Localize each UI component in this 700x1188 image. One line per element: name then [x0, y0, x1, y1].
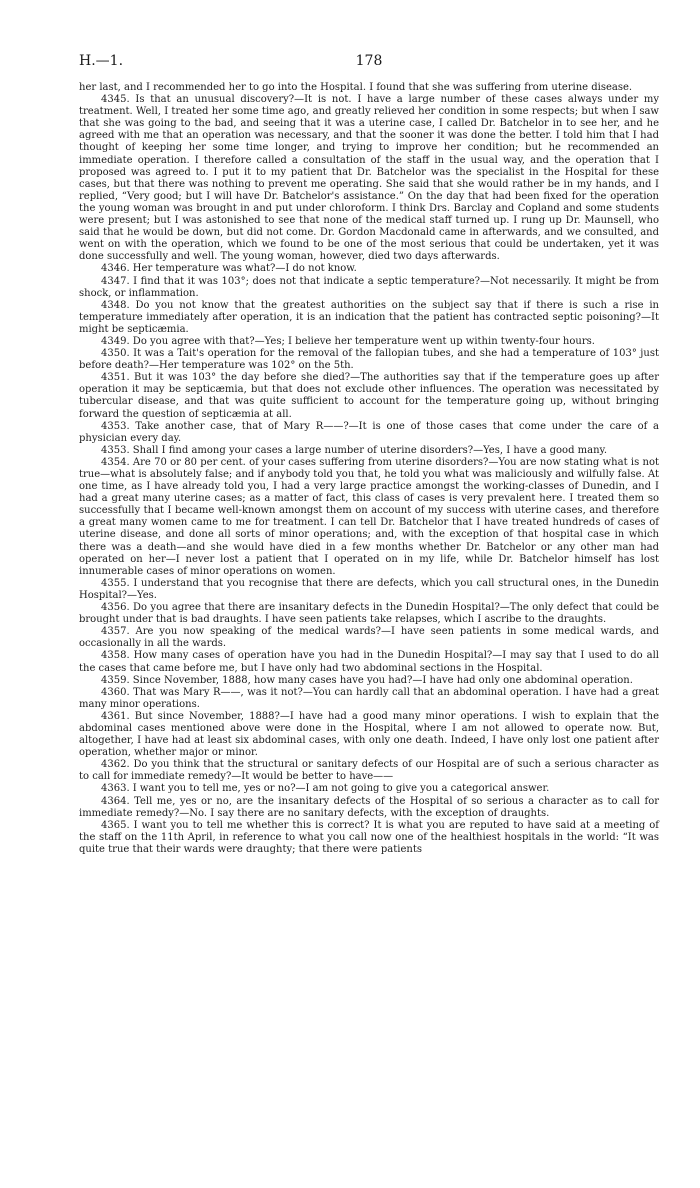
paragraph: 4358. How many cases of operation have you had in the Dunedin Hospital?—I may say that I used to do all the cases that came before me, but I have only had two abdominal sections in the Hospital. — [79, 650, 659, 674]
paragraph: 4345. Is that an unusual discovery?—It is not. I have a large number of these cases always under my treatment. Well, I treated her some time ago, and greatly relieved her condition in some respects; but when I saw that she was going to the bad, and seeing that it was a uterine case, I called Dr. Batchelor in to see her, and he agreed with me that an operation was necessary, and that the sooner it was done the better. I told him that I had thought of keeping her some time longer, and trying to improve her condition; but he recommended an immediate operation. I therefore called a consultation of the staff in the usual way, and the operation that I proposed was agreed to. I put it to my patient that Dr. Batchelor was the specialist in the Hospital for these cases, but that there was nothing to prevent me operating. She said that she would rather be in my hands, and I replied, “Very good; but I will have Dr. Batchelor's assistance.” On the day that had been fixed for the operation the young woman was brought in and put under chloroform. I think Drs. Barclay and Copland and some students were present; but I was astonished to see that none of the medical staff turned up. I rung up Dr. Maunsell, who said that he would be down, but did not come. Dr. Gordon Macdonald came in afterwards, and we consulted, and went on with the operation, which we found to be one of the most serious that could be undertaken, yet it was done successfully and well. The young woman, however, died two days afterwards. — [79, 94, 659, 263]
paragraph: 4360. That was Mary R——, was it not?—You can hardly call that an abdominal operation. I have had a great many minor operations. — [79, 686, 659, 710]
paragraph: 4356. Do you agree that there are insanitary defects in the Dunedin Hospital?—The only defect that could be brought under that is bad draughts. I have seen patients take relapses, which I ascribe to the draughts. — [79, 602, 659, 626]
paragraph: 4347. I find that it was 103°; does not that indicate a septic temperature?—Not necessarily. It might be from shock, or inflammation. — [79, 275, 659, 299]
paragraph: 4365. I want you to tell me whether this is correct? It is what you are reputed to have said at a meeting of the staff on the 11th April, in reference to what you call now one of the healthiest hospitals in the world: “It was quite true that their wards were draughty; that there were patients — [79, 819, 659, 855]
paragraph: her last, and I recommended her to go into the Hospital. I found that she was suffering from uterine disease. — [79, 82, 633, 93]
paragraph: 4350. It was a Tait's operation for the removal of the fallopian tubes, and she had a temperature of 103° just before death?—Her temperature was 102° on the 5th. — [79, 348, 659, 372]
paragraph: 4349. Do you agree with that?—Yes; I believe her temperature went up within twenty-four hours. — [101, 335, 595, 347]
paragraph: 4362. Do you think that the structural or sanitary defects of our Hospital are of such a serious character as to call for immediate remedy?—It would be better to have—— — [79, 759, 659, 783]
paragraph: 4363. I want you to tell me, yes or no?—I am not going to give you a categorical answer. — [101, 783, 550, 795]
paragraph: 4346. Her temperature was what?—I do not know. — [101, 263, 357, 275]
paragraph: 4359. Since November, 1888, how many cases have you had?—I have had only one abdominal operation. — [101, 674, 633, 686]
page-header — [79, 53, 659, 73]
document-code: H.—1. — [79, 53, 124, 69]
body-text — [79, 82, 659, 856]
paragraph: 4353. Take another case, that of Mary R——?—It is one of those cases that come under the care of a physician every day. — [79, 420, 659, 444]
paragraph: 4361. But since November, 1888?—I have had a good many minor operations. I wish to explain that the abdominal cases mentioned above were done in the Hospital, where I am not allowed to operate now. But, altogether, I have had at least six abdominal cases, with only one death. Indeed, I have only lost one patient after operation, whether major or minor. — [79, 710, 659, 759]
paragraph: 4355. I understand that you recognise that there are defects, which you call structural ones, in the Dunedin Hospital?—Yes. — [79, 577, 659, 601]
page-number: 178 — [355, 53, 383, 69]
paragraph: 4364. Tell me, yes or no, are the insanitary defects of the Hospital of so serious a character as to call for immediate remedy?—No. I say there are no sanitary defects, with the exception of draughts. — [79, 795, 659, 819]
paragraph: 4353. Shall I find among your cases a large number of uterine disorders?—Yes, I have a good many. — [101, 444, 608, 456]
paragraph: 4351. But it was 103° the day before she died?—The authorities say that if the temperature goes up after operation it may be septicæmia, but that does not exclude other influences. The operation was necessitated by tubercular disease, and that was quite sufficient to account for the temperature going up, without bringing forward the question of septicæmia at all. — [79, 372, 659, 420]
paragraph: 4357. Are you now speaking of the medical wards?—I have seen patients in some medical wards, and occasionally in all the wards. — [79, 626, 659, 650]
paragraph: 4354. Are 70 or 80 per cent. of your cases suffering from uterine disorders?—You are now stating what is not true—what is absolutely false; and if anybody told you that, he told you what was maliciously and wilfully false. At one time, as I have already told you, I had a very large practice amongst the working-classes of Dunedin, and I had a great many uterine cases; as a matter of fact, this class of cases is very prevalent here. I treated them so successfully that I became well-known amongst them on account of my success with uterine cases, and therefore a great many women came to me for treatment. I can tell Dr. Batchelor that I have treated hundreds of cases of uterine disease, and done all sorts of minor operations; and, with the exception of that hospital case in which there was a death—and she would have died in a few months whether Dr. Batchelor or any other man had operated on her—I never lost a patient that I operated on in my life, while Dr. Batchelor himself has lost innumerable cases of minor operations on women. — [79, 456, 659, 577]
paragraph: 4348. Do you not know that the greatest authorities on the subject say that if there is such a rise in temperature immediately after operation, it is an indication that the patient has contracted septic poisoning?—It might be septicæmia. — [79, 299, 659, 335]
